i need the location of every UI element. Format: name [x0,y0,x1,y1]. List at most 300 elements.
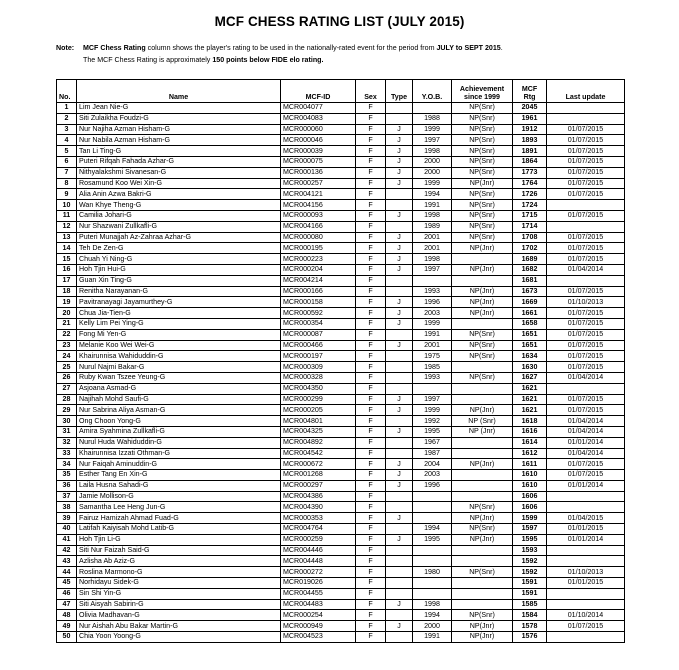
cell-sex: F [356,556,386,567]
cell-last-update: 01/07/2015 [547,178,625,189]
cell-mcf-rtg: 1864 [513,156,547,167]
cell-no: 23 [57,340,77,351]
cell-yob: 2001 [413,232,452,243]
table-row [57,621,625,632]
cell-name: Puteri Rifqah Fahada Azhar-G [77,156,281,167]
cell-name: Ruby Kwan Tszee Yeung-G [77,372,281,383]
cell-last-update: 01/10/2013 [547,567,625,578]
cell-achievement: NP(Jnr) [452,297,513,308]
cell-yob: 2003 [413,308,452,319]
header-sex: Sex [356,80,386,103]
cell-last-update: 01/07/2015 [547,156,625,167]
cell-no: 41 [57,534,77,545]
cell-name: Hoh Tjin Li-G [77,534,281,545]
cell-sex: F [356,329,386,340]
cell-last-update: 01/04/2014 [547,372,625,383]
cell-sex: F [356,210,386,221]
cell-last-update [547,200,625,211]
cell-no: 20 [57,308,77,319]
cell-last-update: 01/04/2014 [547,448,625,459]
cell-sex: F [356,254,386,265]
cell-type: J [386,297,413,308]
cell-mcf-rtg: 1611 [513,459,547,470]
cell-no: 30 [57,416,77,427]
cell-achievement: NP(Snr) [452,167,513,178]
cell-mcf-id: MCR004892 [281,437,356,448]
cell-type [386,329,413,340]
cell-mcf-rtg: 1618 [513,416,547,427]
cell-no: 35 [57,470,77,481]
cell-no: 19 [57,297,77,308]
cell-type: J [386,621,413,632]
cell-last-update: 01/07/2015 [547,167,625,178]
cell-name: Nithyalakshmi Sivanesan-G [77,167,281,178]
cell-mcf-rtg: 1591 [513,578,547,589]
cell-sex: F [356,308,386,319]
cell-last-update [547,103,625,114]
cell-name: Hoh Tjin Hui-G [77,264,281,275]
cell-yob: 1975 [413,351,452,362]
cell-name: Nur Aishah Abu Bakar Martin-G [77,621,281,632]
table-row [57,470,625,481]
cell-mcf-rtg: 1578 [513,621,547,632]
cell-last-update [547,556,625,567]
cell-sex: F [356,113,386,124]
header-type: Type [386,80,413,103]
cell-no: 37 [57,491,77,502]
note-text-1: column shows the player's rating to be used in the nationally-rated event for the period from [145,44,437,52]
cell-mcf-rtg: 1669 [513,297,547,308]
cell-achievement: NP (Snr) [452,416,513,427]
cell-mcf-id: MCR000949 [281,621,356,632]
cell-achievement [452,383,513,394]
cell-achievement: NP(Jnr) [452,178,513,189]
cell-mcf-id: MCR004801 [281,416,356,427]
cell-type: J [386,513,413,524]
cell-last-update: 01/07/2015 [547,232,625,243]
cell-sex: F [356,178,386,189]
cell-last-update: 01/07/2015 [547,351,625,362]
cell-type: J [386,156,413,167]
cell-sex: F [356,297,386,308]
cell-no: 48 [57,610,77,621]
cell-achievement: NP(Snr) [452,103,513,114]
cell-mcf-id: MCR004455 [281,588,356,599]
cell-no: 16 [57,264,77,275]
cell-mcf-id: MCR004483 [281,599,356,610]
cell-mcf-id: MCR000046 [281,135,356,146]
cell-mcf-rtg: 1610 [513,470,547,481]
cell-name: Sin Shi Yin-G [77,588,281,599]
cell-mcf-id: MCR000259 [281,534,356,545]
cell-yob: 1993 [413,372,452,383]
note-points: 150 points below FIDE elo rating. [212,56,324,64]
cell-mcf-rtg: 1891 [513,146,547,157]
cell-name: Roslina Marmono-G [77,567,281,578]
note-line-2 [83,54,323,66]
cell-mcf-id: MCR000328 [281,372,356,383]
cell-yob: 2001 [413,340,452,351]
cell-type [386,502,413,513]
cell-achievement: NP(Jnr) [452,405,513,416]
cell-last-update [547,491,625,502]
cell-type [386,200,413,211]
cell-sex: F [356,286,386,297]
cell-name: Nur Shazwani Zullkafli-G [77,221,281,232]
cell-mcf-rtg: 1597 [513,524,547,535]
cell-name: Chia Yoon Yoong-G [77,632,281,643]
cell-last-update: 01/07/2015 [547,394,625,405]
cell-mcf-id: MCR000197 [281,351,356,362]
cell-mcf-rtg: 1689 [513,254,547,265]
cell-achievement [452,556,513,567]
cell-achievement [452,362,513,373]
cell-no: 50 [57,632,77,643]
table-row [57,405,625,416]
cell-name: Camilia Johari-G [77,210,281,221]
table-row [57,599,625,610]
cell-sex: F [356,524,386,535]
cell-last-update: 01/07/2015 [547,340,625,351]
cell-sex: F [356,578,386,589]
cell-mcf-rtg: 1673 [513,286,547,297]
cell-type: J [386,167,413,178]
cell-yob: 1994 [413,610,452,621]
cell-mcf-rtg: 1708 [513,232,547,243]
cell-achievement: NP(Jnr) [452,264,513,275]
table-row [57,113,625,124]
header-yob: Y.O.B. [413,80,452,103]
table-row [57,200,625,211]
cell-mcf-id: MCR000672 [281,459,356,470]
cell-no: 42 [57,545,77,556]
cell-achievement: NP(Snr) [452,372,513,383]
note-label: Note: [56,44,75,52]
cell-last-update: 01/01/2014 [547,534,625,545]
cell-sex: F [356,426,386,437]
cell-name: Wan Khye Theng-G [77,200,281,211]
cell-mcf-rtg: 1893 [513,135,547,146]
cell-mcf-id: MCR004523 [281,632,356,643]
cell-mcf-rtg: 1592 [513,567,547,578]
cell-last-update: 01/04/2014 [547,426,625,437]
cell-achievement: NP(Snr) [452,567,513,578]
cell-mcf-id: MCR000060 [281,124,356,135]
cell-type: J [386,394,413,405]
cell-yob: 2000 [413,156,452,167]
cell-yob: 1985 [413,362,452,373]
cell-sex: F [356,405,386,416]
cell-sex: F [356,632,386,643]
cell-yob: 1998 [413,210,452,221]
cell-sex: F [356,362,386,373]
cell-achievement: NP(Snr) [452,351,513,362]
note-line-1 [83,42,503,54]
cell-last-update: 01/07/2015 [547,308,625,319]
cell-type [386,567,413,578]
cell-mcf-rtg: 1612 [513,448,547,459]
cell-sex: F [356,621,386,632]
cell-mcf-id: MCR000299 [281,394,356,405]
table-row [57,264,625,275]
table-row [57,351,625,362]
cell-mcf-rtg: 1661 [513,308,547,319]
cell-sex: F [356,340,386,351]
cell-no: 40 [57,524,77,535]
cell-last-update [547,632,625,643]
cell-mcf-rtg: 1627 [513,372,547,383]
cell-no: 31 [57,426,77,437]
cell-type [386,578,413,589]
cell-mcf-rtg: 1912 [513,124,547,135]
cell-achievement: NP(Jnr) [452,513,513,524]
table-row [57,297,625,308]
cell-achievement [452,578,513,589]
cell-type: J [386,340,413,351]
cell-type: J [386,124,413,135]
cell-no: 11 [57,210,77,221]
cell-yob [413,556,452,567]
cell-mcf-rtg: 1634 [513,351,547,362]
cell-type [386,588,413,599]
cell-no: 32 [57,437,77,448]
cell-achievement: NP(Snr) [452,232,513,243]
cell-mcf-id: MCR000297 [281,480,356,491]
cell-yob [413,513,452,524]
cell-mcf-rtg: 1614 [513,437,547,448]
cell-mcf-id: MCR000205 [281,405,356,416]
cell-sex: F [356,232,386,243]
table-row [57,556,625,567]
cell-yob: 1988 [413,113,452,124]
cell-mcf-id: MCR000075 [281,156,356,167]
table-row [57,610,625,621]
cell-no: 45 [57,578,77,589]
cell-last-update: 01/07/2015 [547,621,625,632]
cell-achievement: NP(Snr) [452,189,513,200]
cell-no: 14 [57,243,77,254]
cell-name: Melanie Koo Wei Wei-G [77,340,281,351]
cell-mcf-rtg: 1702 [513,243,547,254]
cell-achievement: NP(Jnr) [452,534,513,545]
table-row [57,545,625,556]
cell-mcf-rtg: 1595 [513,534,547,545]
note-term: MCF Chess Rating [83,44,146,52]
cell-name: Khairunnisa Wahiduddin-G [77,351,281,362]
cell-no: 46 [57,588,77,599]
cell-type [386,189,413,200]
cell-sex: F [356,394,386,405]
cell-yob: 1987 [413,448,452,459]
cell-mcf-rtg: 1621 [513,405,547,416]
cell-name: Alia Anin Azwa Bakri-G [77,189,281,200]
cell-last-update: 01/07/2015 [547,135,625,146]
rating-table [56,79,625,643]
cell-mcf-id: MCR000257 [281,178,356,189]
cell-mcf-id: MCR000309 [281,362,356,373]
cell-name: Ong Choon Yong-G [77,416,281,427]
table-row [57,491,625,502]
cell-type: J [386,534,413,545]
cell-no: 4 [57,135,77,146]
cell-last-update: 01/07/2015 [547,189,625,200]
cell-mcf-id: MCR004156 [281,200,356,211]
cell-yob [413,502,452,513]
cell-no: 33 [57,448,77,459]
cell-sex: F [356,372,386,383]
cell-mcf-rtg: 1651 [513,340,547,351]
cell-no: 10 [57,200,77,211]
table-row [57,426,625,437]
cell-achievement: NP(Snr) [452,329,513,340]
cell-name: Fong Mi Yen-G [77,329,281,340]
cell-mcf-id: MCR000466 [281,340,356,351]
cell-yob: 1991 [413,200,452,211]
cell-yob [413,275,452,286]
cell-last-update: 01/07/2015 [547,210,625,221]
table-row [57,502,625,513]
cell-name: Chua Jia-Tien-G [77,308,281,319]
cell-yob: 1967 [413,437,452,448]
cell-achievement: NP(Jnr) [452,243,513,254]
table-row [57,210,625,221]
cell-achievement: NP(Snr) [452,221,513,232]
cell-last-update [547,545,625,556]
cell-name: Nurul Huda Wahiduddin-G [77,437,281,448]
cell-achievement: NP(Snr) [452,610,513,621]
cell-mcf-id: MCR000093 [281,210,356,221]
cell-mcf-id: MCR000223 [281,254,356,265]
cell-mcf-rtg: 1610 [513,480,547,491]
cell-sex: F [356,200,386,211]
cell-mcf-id: MCR000354 [281,318,356,329]
table-row [57,416,625,427]
cell-mcf-id: MCR000080 [281,232,356,243]
cell-no: 13 [57,232,77,243]
table-row [57,578,625,589]
cell-no: 49 [57,621,77,632]
cell-mcf-rtg: 1621 [513,394,547,405]
cell-sex: F [356,534,386,545]
cell-mcf-rtg: 1726 [513,189,547,200]
cell-type: J [386,426,413,437]
cell-type [386,113,413,124]
cell-yob: 1994 [413,189,452,200]
cell-no: 38 [57,502,77,513]
cell-name: Lim Jean Nie-G [77,103,281,114]
header-name: Name [77,80,281,103]
cell-name: Nur Faiqah Aminuddin-G [77,459,281,470]
cell-no: 25 [57,362,77,373]
cell-sex: F [356,146,386,157]
cell-achievement [452,394,513,405]
table-row [57,243,625,254]
table-row [57,437,625,448]
cell-sex: F [356,189,386,200]
cell-mcf-id: MCR004166 [281,221,356,232]
cell-name: Norhidayu Sidek-G [77,578,281,589]
cell-achievement: NP(Snr) [452,146,513,157]
cell-mcf-id: MCR000195 [281,243,356,254]
cell-last-update: 01/07/2015 [547,146,625,157]
cell-no: 15 [57,254,77,265]
cell-achievement: NP(Snr) [452,200,513,211]
table-row [57,394,625,405]
cell-yob: 1999 [413,178,452,189]
table-row [57,232,625,243]
cell-achievement: NP(Snr) [452,340,513,351]
table-row [57,146,625,157]
cell-no: 21 [57,318,77,329]
cell-name: Olivia Madhavan-G [77,610,281,621]
cell-mcf-id: MCR001268 [281,470,356,481]
table-row [57,383,625,394]
cell-type: J [386,210,413,221]
cell-no: 6 [57,156,77,167]
cell-mcf-rtg: 1961 [513,113,547,124]
cell-no: 18 [57,286,77,297]
cell-name: Chuah Yi Ning-G [77,254,281,265]
cell-type: J [386,459,413,470]
cell-last-update: 01/07/2015 [547,318,625,329]
cell-yob: 1998 [413,146,452,157]
cell-name: Nurul Najmi Bakar-G [77,362,281,373]
cell-sex: F [356,437,386,448]
table-row [57,135,625,146]
cell-mcf-id: MCR000039 [281,146,356,157]
cell-yob [413,383,452,394]
table-row [57,275,625,286]
cell-no: 3 [57,124,77,135]
cell-last-update: 01/07/2015 [547,329,625,340]
cell-sex: F [356,599,386,610]
cell-yob: 2000 [413,167,452,178]
cell-yob: 2004 [413,459,452,470]
cell-name: Jamie Mollison-G [77,491,281,502]
cell-mcf-id: MCR004446 [281,545,356,556]
cell-name: Nur Sabrina Aliya Asman-G [77,405,281,416]
header-mcf-rtg: MCF Rtg [513,80,547,103]
cell-mcf-rtg: 1651 [513,329,547,340]
cell-achievement [452,588,513,599]
cell-yob: 1993 [413,286,452,297]
table-row [57,534,625,545]
cell-mcf-id: MCR000158 [281,297,356,308]
cell-yob [413,545,452,556]
cell-last-update: 01/04/2014 [547,416,625,427]
cell-type: J [386,146,413,157]
cell-type [386,545,413,556]
cell-sex: F [356,156,386,167]
cell-type: J [386,599,413,610]
table-row [57,103,625,114]
cell-mcf-id: MCR004214 [281,275,356,286]
cell-type: J [386,178,413,189]
cell-sex: F [356,383,386,394]
cell-mcf-rtg: 1606 [513,491,547,502]
cell-yob: 1989 [413,221,452,232]
cell-mcf-rtg: 1724 [513,200,547,211]
cell-mcf-id: MCR019026 [281,578,356,589]
table-row [57,178,625,189]
table-row [57,286,625,297]
cell-name: Pavitranayagi Jayamurthey-G [77,297,281,308]
cell-yob: 1992 [413,416,452,427]
cell-achievement: NP(Snr) [452,210,513,221]
cell-mcf-id: MCR000272 [281,567,356,578]
cell-achievement: NP (Jnr) [452,426,513,437]
cell-achievement [452,491,513,502]
